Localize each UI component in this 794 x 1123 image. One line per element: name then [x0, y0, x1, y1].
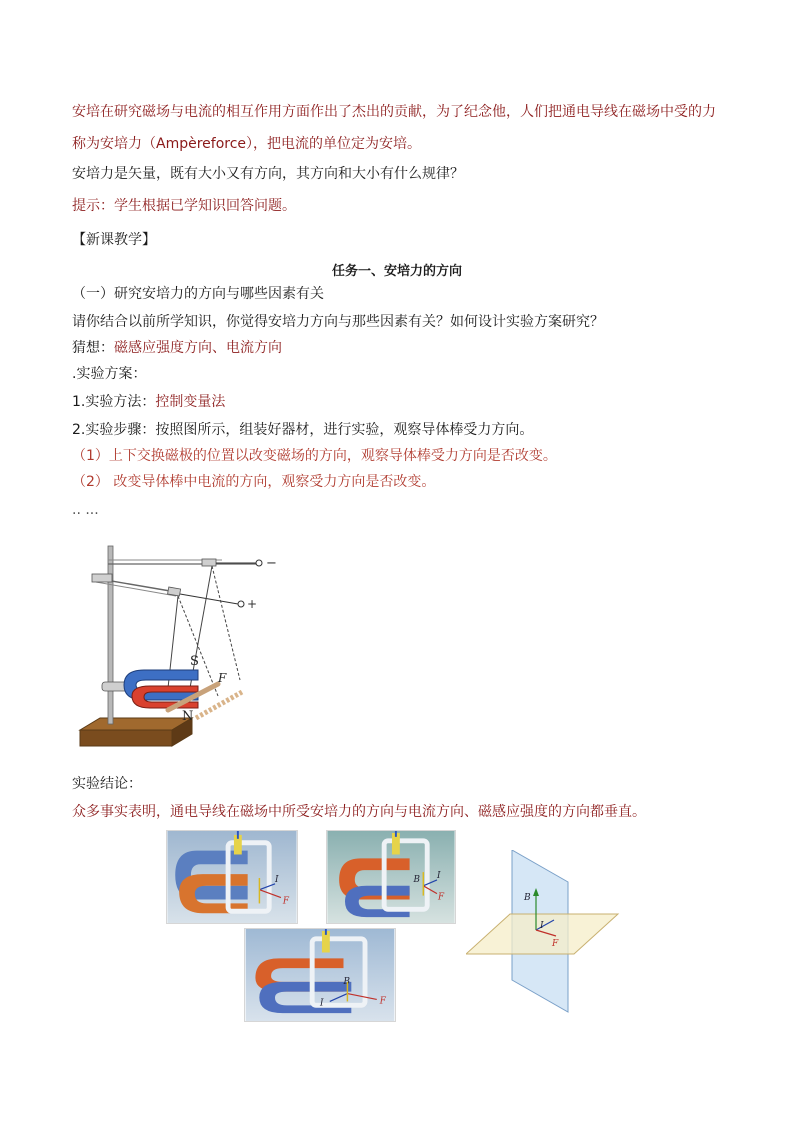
guess-line: [72, 338, 282, 358]
intro-line-2: 称为安培力（Ampèreforce），把电流的单位定为安培。: [72, 136, 422, 152]
experiment-photo-3: [244, 928, 396, 1022]
design-question: 请你结合以前所学知识，你觉得安培力方向与那些因素有关？如何设计实验方案研究？: [72, 314, 604, 330]
steps-line: [72, 420, 533, 440]
section-tag: 【新课教学】: [72, 232, 156, 248]
conclusion-label: 实验结论：: [72, 776, 142, 792]
step-2: （2） 改变导体棒中电流的方向，观察受力方向是否改变。: [72, 474, 436, 490]
task-title: 任务一、安培力的方向: [331, 264, 462, 279]
horizontal-plane: [466, 914, 618, 954]
subsection-1: （一）研究安培力的方向与哪些因素有关: [72, 286, 324, 302]
diagram-b-label: B: [524, 893, 531, 903]
terminal-plus: [238, 601, 244, 607]
apparatus-figure: [72, 540, 292, 755]
photo2-f-label: F: [437, 892, 445, 903]
photo2-i-label: I: [437, 870, 441, 881]
steps-text: 按照图所示，组装好器材，进行实验，观察导体棒受力方向。: [155, 422, 534, 438]
guess-value: 磁感应强度方向、电流方向: [114, 340, 282, 356]
experiment-photo-1: [166, 830, 298, 924]
question-vector: 安培力是矢量，既有大小又有方向，其方向和大小有什么规律？: [72, 166, 464, 182]
conductor-rod-moved: [196, 692, 242, 718]
stand-base-front: [80, 730, 172, 746]
method-label: 1.实验方法：: [72, 394, 156, 410]
conclusion-text: 众多事实表明，通电导线在磁场中所受安培力的方向与电流方向、磁感应强度的方向都垂直。: [72, 804, 646, 820]
intro-line-1: 安培在研究磁场与电流的相互作用方面作出了杰出的贡献，为了纪念他，人们把通电导线在磁场中受的力: [72, 104, 716, 120]
guess-label: 猜想：: [72, 340, 114, 356]
force-f-label: F: [218, 671, 227, 685]
method-line: [72, 392, 225, 412]
method-value: 控制变量法: [155, 394, 226, 410]
photo1-i-label: I: [275, 874, 279, 885]
photo2-b-label: B: [413, 874, 420, 885]
terminal-minus: [256, 560, 262, 566]
stand-rod: [108, 546, 113, 724]
pole-n-label: N: [182, 709, 194, 724]
diagram-f-label: F: [552, 939, 559, 949]
photo3-f-label: F: [379, 996, 386, 1007]
plus-label: +: [247, 597, 258, 611]
plan-title: .实验方案：: [72, 366, 147, 382]
hint-text: 提示：学生根据已学知识回答问题。: [72, 198, 296, 214]
photo1-f-label: F: [282, 896, 290, 907]
diagram-i-label: I: [540, 921, 544, 931]
photo3-i-label: I: [320, 998, 324, 1009]
perpendicular-planes-diagram: [466, 850, 622, 1020]
pole-s-label: S: [190, 654, 199, 669]
ellipsis: .. ...: [72, 502, 99, 518]
photo3-b-label: B: [343, 976, 350, 987]
minus-label: −: [266, 556, 277, 571]
step-1: （1）上下交换磁极的位置以改变磁场的方向，观察导体棒受力方向是否改变。: [72, 448, 557, 464]
experiment-photo-2: [326, 830, 456, 924]
steps-label: 2.实验步骤：: [72, 422, 156, 438]
